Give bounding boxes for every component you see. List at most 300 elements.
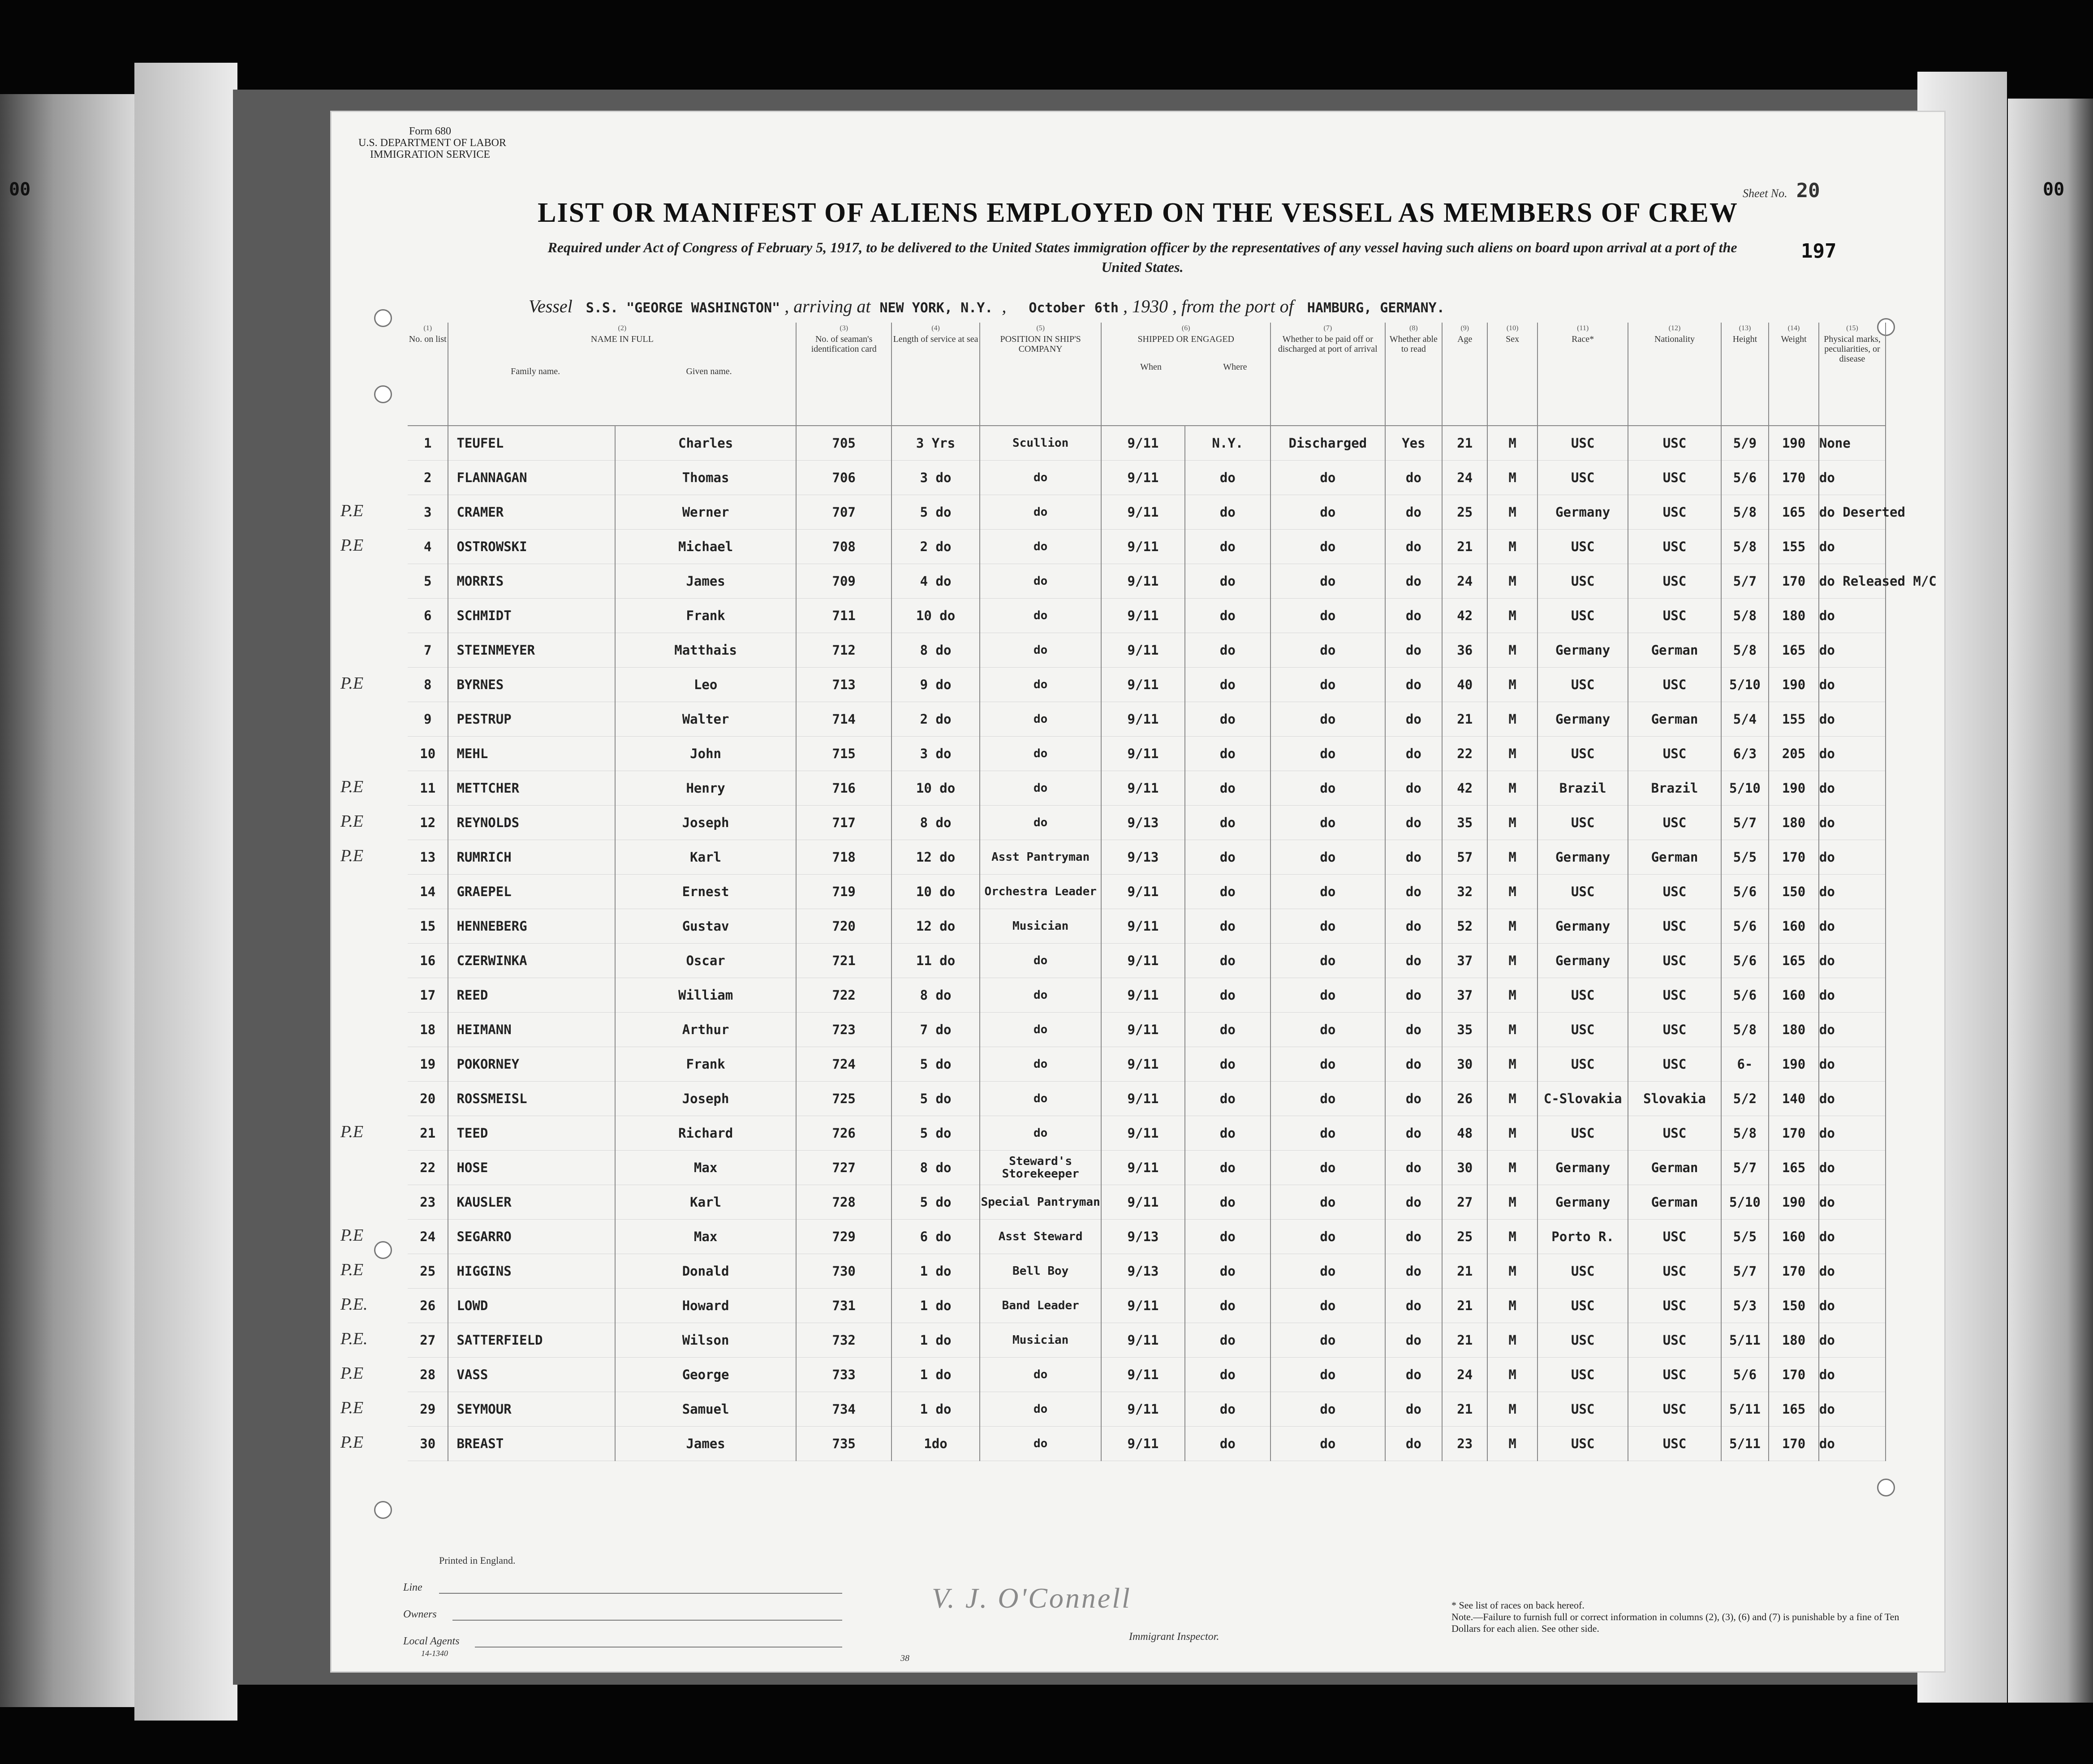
cell-race: USC: [1537, 530, 1628, 564]
cell-service: 4 do: [891, 564, 980, 599]
cell-given: Samuel: [615, 1392, 796, 1427]
cell-no: 5: [408, 564, 448, 599]
table-row: [408, 1427, 1886, 1461]
cell-service: 3 Yrs: [891, 426, 980, 461]
cell-family: GRAEPEL: [448, 875, 615, 909]
cell-position: do: [980, 530, 1101, 564]
cell-race: Germany: [1537, 633, 1628, 668]
table-row: [408, 806, 1886, 840]
cell-when: 9/13: [1101, 840, 1184, 875]
cell-card: 706: [796, 461, 891, 495]
cell-service: 8 do: [891, 1151, 980, 1185]
cell-sex: M: [1487, 1289, 1537, 1323]
cell-marks: do: [1819, 1151, 1886, 1185]
cell-service: 8 do: [891, 633, 980, 668]
arriving-label: , arriving at: [784, 296, 871, 316]
table-row: [408, 1082, 1886, 1116]
cell-service: 12 do: [891, 840, 980, 875]
cell-sex: M: [1487, 599, 1537, 633]
cell-nationality: USC: [1628, 944, 1721, 978]
cell-race: USC: [1537, 426, 1628, 461]
cell-weight: 165: [1769, 495, 1819, 530]
cell-given: Richard: [615, 1116, 796, 1151]
header-family: Family name.: [511, 367, 560, 376]
cell-marks: do: [1819, 1427, 1886, 1461]
cell-weight: 190: [1769, 1185, 1819, 1220]
cell-weight: 180: [1769, 1323, 1819, 1358]
cell-position: do: [980, 599, 1101, 633]
cell-position: Special Pantryman: [980, 1185, 1101, 1220]
cell-given: Oscar: [615, 944, 796, 978]
cell-where: do: [1185, 1151, 1271, 1185]
cell-given: Max: [615, 1151, 796, 1185]
cell-service: 9 do: [891, 668, 980, 702]
cell-service: 3 do: [891, 737, 980, 771]
cell-family: HIGGINS: [448, 1254, 615, 1289]
cell-nationality: German: [1628, 702, 1721, 737]
cell-card: 716: [796, 771, 891, 806]
cell-family: TEED: [448, 1116, 615, 1151]
cell-family: RUMRICH: [448, 840, 615, 875]
cell-family: BREAST: [448, 1427, 615, 1461]
pe-mark: P.E: [340, 1433, 364, 1452]
cell-height: 5/6: [1721, 978, 1769, 1013]
cell-marks: do: [1819, 909, 1886, 944]
cell-sex: M: [1487, 909, 1537, 944]
cell-given: John: [615, 737, 796, 771]
cell-height: 5/6: [1721, 909, 1769, 944]
sheet-number: 20: [1796, 179, 1820, 202]
cell-marks: do Deserted: [1819, 495, 1886, 530]
cell-family: CRAMER: [448, 495, 615, 530]
cell-where: N.Y.: [1185, 426, 1271, 461]
cell-when: 9/11: [1101, 944, 1184, 978]
cell-position: do: [980, 1013, 1101, 1047]
cell-sex: M: [1487, 1323, 1537, 1358]
cell-sex: M: [1487, 771, 1537, 806]
cell-where: do: [1185, 1220, 1271, 1254]
cell-family: STEINMEYER: [448, 633, 615, 668]
cell-no: 10: [408, 737, 448, 771]
cell-paid: do: [1270, 564, 1385, 599]
cell-sex: M: [1487, 944, 1537, 978]
cell-nationality: USC: [1628, 668, 1721, 702]
cell-weight: 150: [1769, 875, 1819, 909]
cell-marks: do: [1819, 702, 1886, 737]
header-read: (8) Whether able to read: [1385, 323, 1443, 426]
cell-read: do: [1385, 599, 1443, 633]
cell-card: 729: [796, 1220, 891, 1254]
pe-mark: P.E: [340, 1398, 364, 1417]
cell-weight: 165: [1769, 1392, 1819, 1427]
cell-paid: do: [1270, 1151, 1385, 1185]
cell-sex: M: [1487, 1151, 1537, 1185]
cell-when: 9/11: [1101, 633, 1184, 668]
header-race: (11) Race*: [1537, 323, 1628, 426]
cell-when: 9/11: [1101, 1289, 1184, 1323]
cell-service: 7 do: [891, 1013, 980, 1047]
header-marks: (15) Physical marks, peculiarities, or disease: [1819, 323, 1886, 426]
cell-height: 5/8: [1721, 599, 1769, 633]
binding-hole: [374, 385, 392, 403]
table-row: [408, 737, 1886, 771]
table-row: [408, 426, 1886, 461]
table-row: [408, 495, 1886, 530]
cell-read: do: [1385, 737, 1443, 771]
background-page-left: [0, 94, 134, 1707]
cell-weight: 155: [1769, 530, 1819, 564]
page-number: 197: [1801, 240, 1837, 263]
cell-paid: do: [1270, 944, 1385, 978]
cell-sex: M: [1487, 806, 1537, 840]
cell-sex: M: [1487, 702, 1537, 737]
cell-position: do: [980, 1427, 1101, 1461]
left-page-number: 00: [9, 179, 31, 200]
cell-given: Karl: [615, 840, 796, 875]
cell-family: SATTERFIELD: [448, 1323, 615, 1358]
cell-weight: 170: [1769, 564, 1819, 599]
cell-family: METTCHER: [448, 771, 615, 806]
cell-when: 9/13: [1101, 1220, 1184, 1254]
cell-given: Matthais: [615, 633, 796, 668]
cell-weight: 180: [1769, 599, 1819, 633]
cell-race: Germany: [1537, 840, 1628, 875]
cell-height: 5/7: [1721, 806, 1769, 840]
cell-nationality: USC: [1628, 737, 1721, 771]
cell-card: 708: [796, 530, 891, 564]
header-shipped: (6) SHIPPED OR ENGAGED When Where: [1101, 323, 1270, 426]
cell-race: USC: [1537, 875, 1628, 909]
cell-where: do: [1185, 1013, 1271, 1047]
cell-read: do: [1385, 1220, 1443, 1254]
inspector-signature: V. J. O'Connell: [932, 1582, 1132, 1614]
cell-when: 9/11: [1101, 1151, 1184, 1185]
cell-read: do: [1385, 1047, 1443, 1082]
table-row: [408, 1323, 1886, 1358]
cell-read: do: [1385, 461, 1443, 495]
cell-sex: M: [1487, 1254, 1537, 1289]
header-paid-off: (7) Whether to be paid off or discharged at port of arrival: [1270, 323, 1385, 426]
cell-age: 26: [1442, 1082, 1487, 1116]
pe-mark: P.E: [340, 1122, 364, 1141]
table-row: [408, 702, 1886, 737]
cell-sex: M: [1487, 564, 1537, 599]
cell-position: do: [980, 737, 1101, 771]
cell-age: 21: [1442, 702, 1487, 737]
inspector-label: Immigrant Inspector.: [1129, 1631, 1219, 1643]
cell-marks: do: [1819, 461, 1886, 495]
cell-no: 25: [408, 1254, 448, 1289]
table-row: [408, 1185, 1886, 1220]
owners-label: Owners: [403, 1609, 437, 1620]
cell-height: 5/10: [1721, 771, 1769, 806]
cell-marks: do: [1819, 806, 1886, 840]
cell-height: 5/7: [1721, 564, 1769, 599]
cell-age: 25: [1442, 495, 1487, 530]
cell-read: do: [1385, 668, 1443, 702]
cell-sex: M: [1487, 1358, 1537, 1392]
cell-age: 23: [1442, 1427, 1487, 1461]
cell-position: do: [980, 461, 1101, 495]
cell-card: 709: [796, 564, 891, 599]
cell-age: 21: [1442, 530, 1487, 564]
cell-read: do: [1385, 1082, 1443, 1116]
cell-no: 7: [408, 633, 448, 668]
cell-card: 731: [796, 1289, 891, 1323]
header-height: (13) Height: [1721, 323, 1769, 426]
cell-where: do: [1185, 495, 1271, 530]
cell-when: 9/11: [1101, 426, 1184, 461]
cell-position: Bell Boy: [980, 1254, 1101, 1289]
cell-race: USC: [1537, 1358, 1628, 1392]
cell-when: 9/11: [1101, 1047, 1184, 1082]
cell-paid: do: [1270, 1082, 1385, 1116]
cell-marks: do: [1819, 1082, 1886, 1116]
cell-marks: None: [1819, 426, 1886, 461]
cell-given: George: [615, 1358, 796, 1392]
races-note: * See list of races on back hereof.: [1451, 1600, 1585, 1611]
cell-when: 9/11: [1101, 978, 1184, 1013]
cell-where: do: [1185, 840, 1271, 875]
cell-race: USC: [1537, 1427, 1628, 1461]
background-page-right: [2008, 99, 2093, 1703]
cell-paid: do: [1270, 530, 1385, 564]
cell-age: 42: [1442, 771, 1487, 806]
cell-weight: 190: [1769, 426, 1819, 461]
header-sex: (10) Sex: [1487, 323, 1537, 426]
cell-card: 724: [796, 1047, 891, 1082]
cell-card: 728: [796, 1185, 891, 1220]
line-rule: [439, 1593, 842, 1594]
cell-race: Germany: [1537, 702, 1628, 737]
cell-family: SEYMOUR: [448, 1392, 615, 1427]
cell-position: do: [980, 944, 1101, 978]
arriving-port: NEW YORK, N.Y.: [879, 300, 993, 316]
cell-paid: do: [1270, 1392, 1385, 1427]
cell-height: 5/6: [1721, 944, 1769, 978]
cell-sex: M: [1487, 737, 1537, 771]
cell-nationality: USC: [1628, 461, 1721, 495]
table-row: [408, 668, 1886, 702]
cell-family: CZERWINKA: [448, 944, 615, 978]
table-row: [408, 1116, 1886, 1151]
cell-when: 9/11: [1101, 875, 1184, 909]
cell-given: Howard: [615, 1289, 796, 1323]
cell-height: 5/5: [1721, 840, 1769, 875]
arrival-year: , 1930: [1123, 296, 1168, 316]
cell-age: 24: [1442, 461, 1487, 495]
cell-age: 57: [1442, 840, 1487, 875]
departure-port: HAMBURG, GERMANY.: [1307, 300, 1445, 316]
cell-weight: 180: [1769, 1013, 1819, 1047]
cell-given: Michael: [615, 530, 796, 564]
document-title: LIST OR MANIFEST OF ALIENS EMPLOYED ON THE VESSEL AS MEMBERS OF CREW: [538, 198, 1738, 228]
cell-service: 5 do: [891, 1116, 980, 1151]
cell-weight: 160: [1769, 1220, 1819, 1254]
cell-service: 5 do: [891, 1082, 980, 1116]
arrival-day: 6th: [1094, 300, 1119, 316]
table-row: [408, 1013, 1886, 1047]
cell-read: do: [1385, 1289, 1443, 1323]
cell-read: do: [1385, 1185, 1443, 1220]
cell-no: 6: [408, 599, 448, 633]
cell-marks: do: [1819, 1220, 1886, 1254]
crew-manifest-table: [408, 323, 1937, 1461]
cell-height: 5/11: [1721, 1323, 1769, 1358]
cell-where: do: [1185, 944, 1271, 978]
table-row: [408, 1392, 1886, 1427]
binding-hole: [374, 1501, 392, 1519]
cell-height: 5/5: [1721, 1220, 1769, 1254]
pe-mark: P.E: [340, 501, 364, 520]
cell-age: 25: [1442, 1220, 1487, 1254]
cell-service: 5 do: [891, 1185, 980, 1220]
cell-nationality: USC: [1628, 1289, 1721, 1323]
cell-position: do: [980, 1047, 1101, 1082]
table-row: [408, 875, 1886, 909]
cell-when: 9/11: [1101, 1358, 1184, 1392]
agents-rule: [475, 1647, 842, 1648]
cell-height: 5/9: [1721, 426, 1769, 461]
cell-sex: M: [1487, 1392, 1537, 1427]
cell-where: do: [1185, 1254, 1271, 1289]
cell-where: do: [1185, 1116, 1271, 1151]
cell-family: SCHMIDT: [448, 599, 615, 633]
cell-nationality: German: [1628, 1185, 1721, 1220]
cell-read: do: [1385, 944, 1443, 978]
cell-paid: do: [1270, 633, 1385, 668]
header-age: (9) Age: [1442, 323, 1487, 426]
cell-sex: M: [1487, 875, 1537, 909]
cell-where: do: [1185, 1185, 1271, 1220]
cell-marks: do Released M/C: [1819, 564, 1886, 599]
pe-mark: P.E.: [340, 1295, 368, 1314]
cell-nationality: USC: [1628, 530, 1721, 564]
header-weight: (14) Weight: [1769, 323, 1819, 426]
cell-weight: 140: [1769, 1082, 1819, 1116]
pe-mark: P.E: [340, 1364, 364, 1383]
cell-marks: do: [1819, 1116, 1886, 1151]
cell-age: 27: [1442, 1185, 1487, 1220]
cell-marks: do: [1819, 1392, 1886, 1427]
cell-age: 48: [1442, 1116, 1487, 1151]
pe-mark: P.E: [340, 1226, 364, 1245]
cell-family: KAUSLER: [448, 1185, 615, 1220]
cell-card: 723: [796, 1013, 891, 1047]
cell-no: 16: [408, 944, 448, 978]
cell-nationality: USC: [1628, 875, 1721, 909]
cell-paid: do: [1270, 1185, 1385, 1220]
cell-height: 5/8: [1721, 530, 1769, 564]
header-name: (2) NAME IN FULL Family name. Given name.: [448, 323, 796, 426]
cell-height: 5/11: [1721, 1392, 1769, 1427]
cell-position: do: [980, 668, 1101, 702]
cell-when: 9/11: [1101, 668, 1184, 702]
cell-no: 1: [408, 426, 448, 461]
fine-note: Note.—Failure to furnish full or correct information in columns (2), (3), (6) and (7) is punishable by a fine of Ten Dollars for each alien. See other side.: [1451, 1611, 1899, 1634]
cell-race: USC: [1537, 1392, 1628, 1427]
cell-card: 711: [796, 599, 891, 633]
header-position: (5) POSITION IN SHIP'S COMPANY: [980, 323, 1101, 426]
cell-card: 733: [796, 1358, 891, 1392]
cell-weight: 190: [1769, 668, 1819, 702]
cell-when: 9/11: [1101, 1013, 1184, 1047]
form-service: IMMIGRATION SERVICE: [370, 149, 491, 160]
cell-family: REED: [448, 978, 615, 1013]
cell-height: 6/3: [1721, 737, 1769, 771]
cell-service: 5 do: [891, 1047, 980, 1082]
cell-given: Charles: [615, 426, 796, 461]
cell-card: 721: [796, 944, 891, 978]
table-row: [408, 599, 1886, 633]
cell-age: 35: [1442, 1013, 1487, 1047]
cell-height: 6-: [1721, 1047, 1769, 1082]
cell-position: do: [980, 978, 1101, 1013]
cell-card: 714: [796, 702, 891, 737]
cell-height: 5/6: [1721, 1358, 1769, 1392]
cell-nationality: USC: [1628, 495, 1721, 530]
cell-age: 24: [1442, 1358, 1487, 1392]
cell-no: 18: [408, 1013, 448, 1047]
header-card: (3) No. of seaman's identification card: [796, 323, 891, 426]
cell-weight: 155: [1769, 702, 1819, 737]
cell-when: 9/13: [1101, 806, 1184, 840]
cell-where: do: [1185, 668, 1271, 702]
cell-position: do: [980, 1358, 1101, 1392]
cell-service: 3 do: [891, 461, 980, 495]
cell-height: 5/8: [1721, 633, 1769, 668]
cell-given: Arthur: [615, 1013, 796, 1047]
cell-nationality: USC: [1628, 1220, 1721, 1254]
cell-position: do: [980, 806, 1101, 840]
cell-paid: do: [1270, 1047, 1385, 1082]
cell-marks: do: [1819, 599, 1886, 633]
cell-when: 9/11: [1101, 1323, 1184, 1358]
cell-age: 52: [1442, 909, 1487, 944]
line-label: Line: [403, 1582, 422, 1593]
cell-nationality: German: [1628, 1151, 1721, 1185]
cell-no: 24: [408, 1220, 448, 1254]
cell-card: 707: [796, 495, 891, 530]
cell-no: 15: [408, 909, 448, 944]
cell-family: BYRNES: [448, 668, 615, 702]
cell-no: 4: [408, 530, 448, 564]
cell-height: 5/8: [1721, 495, 1769, 530]
cell-paid: do: [1270, 1358, 1385, 1392]
binding-hole: [374, 309, 392, 327]
cell-when: 9/11: [1101, 1185, 1184, 1220]
cell-height: 5/8: [1721, 1116, 1769, 1151]
cell-where: do: [1185, 599, 1271, 633]
cell-weight: 190: [1769, 1047, 1819, 1082]
cell-no: 14: [408, 875, 448, 909]
cell-given: James: [615, 564, 796, 599]
header-no: (1) No. on list: [408, 323, 448, 426]
cell-marks: do: [1819, 1323, 1886, 1358]
cell-where: do: [1185, 530, 1271, 564]
cell-service: 1 do: [891, 1289, 980, 1323]
cell-height: 5/6: [1721, 875, 1769, 909]
cell-family: VASS: [448, 1358, 615, 1392]
cell-when: 9/11: [1101, 599, 1184, 633]
cell-position: do: [980, 1116, 1101, 1151]
pe-mark: P.E: [340, 777, 364, 796]
cell-family: OSTROWSKI: [448, 530, 615, 564]
cell-when: 9/11: [1101, 909, 1184, 944]
cell-where: do: [1185, 461, 1271, 495]
cell-service: 10 do: [891, 771, 980, 806]
cell-weight: 160: [1769, 978, 1819, 1013]
